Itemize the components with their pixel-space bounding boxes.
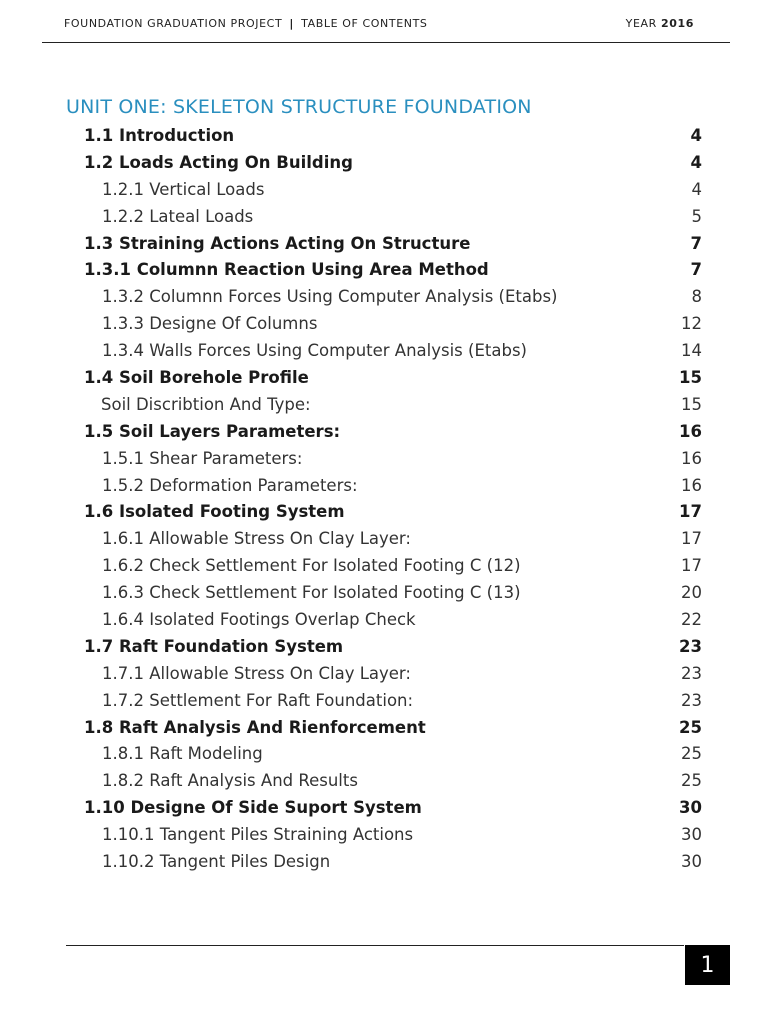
toc-entry[interactable] xyxy=(0,419,768,446)
toc-entry-title: 1.8.1 Raft Modeling xyxy=(102,744,263,764)
toc-entry[interactable] xyxy=(0,204,768,231)
toc-entry[interactable] xyxy=(0,257,768,284)
toc-entry[interactable] xyxy=(0,473,768,500)
toc-entry-title: 1.10.1 Tangent Piles Straining Actions xyxy=(102,825,414,845)
toc-entry-title: 1.2.2 Lateal Loads xyxy=(102,206,254,226)
toc-entry[interactable] xyxy=(0,715,768,742)
toc-entry-page: 30 xyxy=(681,852,702,872)
header-separator: | xyxy=(289,17,295,30)
unit-title: UNIT ONE: SKELETON STRUCTURE FOUNDATION xyxy=(66,96,532,118)
toc-entry-title: 1.10 Designe Of Side Suport System xyxy=(84,798,422,818)
page-number: 1 xyxy=(700,952,715,978)
table-of-contents xyxy=(0,123,768,876)
toc-entry[interactable] xyxy=(0,688,768,715)
toc-entry-page: 4 xyxy=(690,152,702,172)
toc-entry-page: 16 xyxy=(681,475,702,495)
toc-entry-page: 4 xyxy=(690,126,702,145)
toc-entry[interactable] xyxy=(0,123,768,150)
toc-entry-page: 7 xyxy=(690,233,702,253)
toc-entry[interactable] xyxy=(0,446,768,473)
toc-entry-page: 16 xyxy=(681,448,702,468)
footer-divider xyxy=(66,945,684,946)
toc-entry[interactable] xyxy=(0,741,768,768)
toc-entry-title: 1.5.2 Deformation Parameters: xyxy=(102,475,358,495)
toc-entry-title: 1.3.2 Columnn Forces Using Computer Analysis (Etabs) xyxy=(102,287,558,307)
toc-entry-page: 17 xyxy=(679,502,702,522)
toc-entry-page: 8 xyxy=(691,287,702,307)
toc-entry-page: 25 xyxy=(679,717,702,737)
page-number-box xyxy=(685,945,730,985)
toc-entry[interactable] xyxy=(0,231,768,258)
toc-entry-page: 25 xyxy=(681,744,702,764)
toc-entry-title: 1.3.4 Walls Forces Using Computer Analysis (Etabs) xyxy=(102,341,527,361)
toc-entry-page: 15 xyxy=(681,394,702,414)
toc-entry-page: 23 xyxy=(681,663,702,683)
header-section: TABLE OF CONTENTS xyxy=(301,17,428,30)
toc-entry[interactable] xyxy=(0,365,768,392)
toc-entry-page: 30 xyxy=(679,798,702,818)
toc-entry[interactable] xyxy=(0,580,768,607)
toc-entry-page: 4 xyxy=(691,179,702,199)
toc-entry-title: 1.6.3 Check Settlement For Isolated Footing C (13) xyxy=(102,583,521,603)
toc-entry[interactable] xyxy=(0,553,768,580)
toc-entry-title: 1.6.2 Check Settlement For Isolated Footing C (12) xyxy=(102,556,521,576)
toc-entry[interactable] xyxy=(0,177,768,204)
toc-entry-title: 1.2 Loads Acting On Building xyxy=(84,152,353,172)
toc-entry[interactable] xyxy=(0,150,768,177)
header-project: FOUNDATION GRADUATION PROJECT xyxy=(64,17,283,30)
toc-entry-title: 1.7.2 Settlement For Raft Foundation: xyxy=(102,690,414,710)
toc-entry-page: 22 xyxy=(681,610,702,630)
toc-entry-page: 20 xyxy=(681,583,702,603)
toc-entry-title: 1.6.4 Isolated Footings Overlap Check xyxy=(102,610,416,630)
toc-entry[interactable] xyxy=(0,822,768,849)
toc-entry-page: 23 xyxy=(681,690,702,710)
toc-entry[interactable] xyxy=(0,607,768,634)
toc-entry[interactable] xyxy=(0,284,768,311)
toc-entry-page: 7 xyxy=(690,260,702,280)
toc-entry-page: 30 xyxy=(681,825,702,845)
toc-entry[interactable] xyxy=(0,768,768,795)
toc-entry-title: Soil Discribtion And Type: xyxy=(101,394,311,414)
header-right xyxy=(626,17,694,30)
toc-entry-page: 15 xyxy=(679,368,702,388)
toc-entry-page: 14 xyxy=(681,341,702,361)
toc-entry-title: 1.7 Raft Foundation System xyxy=(84,636,344,656)
toc-entry-title: 1.6.1 Allowable Stress On Clay Layer: xyxy=(102,529,411,549)
header-year-label: YEAR xyxy=(625,17,657,30)
toc-entry[interactable] xyxy=(0,526,768,553)
toc-entry[interactable] xyxy=(0,661,768,688)
toc-entry[interactable] xyxy=(0,634,768,661)
toc-entry-title: 1.8.2 Raft Analysis And Results xyxy=(102,771,358,791)
toc-entry-title: 1.3.1 Columnn Reaction Using Area Method xyxy=(84,260,489,280)
toc-entry-title: 1.4 Soil Borehole Profile xyxy=(84,368,309,388)
toc-entry-title: 1.2.1 Vertical Loads xyxy=(102,179,265,199)
toc-entry-title: 1.1 Introduction xyxy=(84,126,235,145)
toc-entry[interactable] xyxy=(0,338,768,365)
toc-entry-page: 12 xyxy=(681,314,702,334)
toc-entry[interactable] xyxy=(0,311,768,338)
toc-entry-page: 17 xyxy=(681,556,702,576)
toc-entry[interactable] xyxy=(0,849,768,876)
toc-entry-page: 16 xyxy=(679,421,702,441)
toc-entry[interactable] xyxy=(0,392,768,419)
toc-entry[interactable] xyxy=(0,795,768,822)
toc-entry-page: 25 xyxy=(681,771,702,791)
toc-entry-title: 1.8 Raft Analysis And Rienforcement xyxy=(84,717,426,737)
toc-entry-page: 5 xyxy=(691,206,702,226)
header-left xyxy=(64,17,428,30)
toc-entry-title: 1.3.3 Designe Of Columns xyxy=(102,314,318,334)
header-year: 2016 xyxy=(660,17,694,30)
toc-entry-title: 1.3 Straining Actions Acting On Structure xyxy=(84,233,471,253)
toc-entry-page: 23 xyxy=(679,636,702,656)
toc-entry-title: 1.5.1 Shear Parameters: xyxy=(102,448,303,468)
toc-entry[interactable] xyxy=(0,499,768,526)
page-header xyxy=(42,0,730,43)
toc-entry-title: 1.7.1 Allowable Stress On Clay Layer: xyxy=(102,663,411,683)
toc-entry-title: 1.10.2 Tangent Piles Design xyxy=(102,852,331,872)
toc-entry-title: 1.5 Soil Layers Parameters: xyxy=(84,421,341,441)
toc-entry-title: 1.6 Isolated Footing System xyxy=(84,502,345,522)
toc-entry-page: 17 xyxy=(681,529,702,549)
